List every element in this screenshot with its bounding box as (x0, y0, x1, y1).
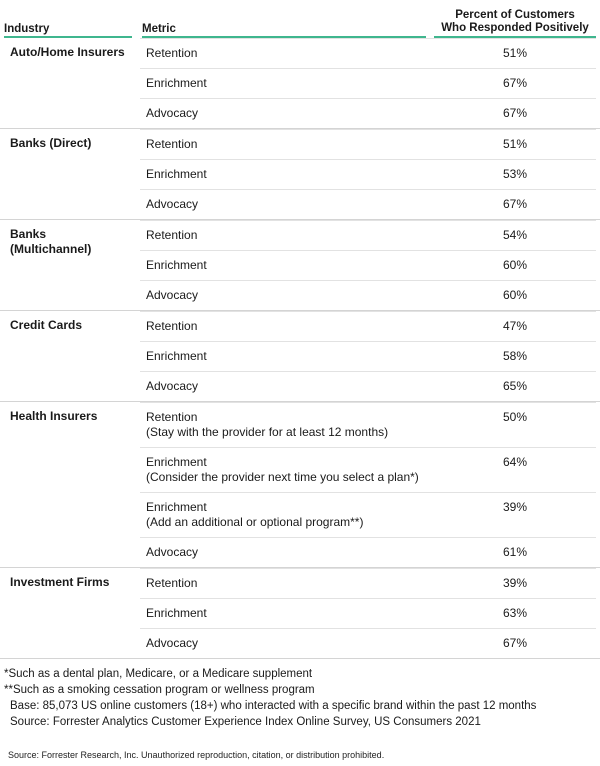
metric-cell (146, 349, 207, 364)
metric-cell (146, 288, 198, 303)
percent-value: 39% (502, 500, 528, 514)
metric-cell (146, 258, 207, 273)
industry-label: Banks (Direct) (10, 136, 92, 150)
metric-cell (146, 410, 388, 440)
metric-name: Advocacy (146, 545, 199, 559)
metric-cell (146, 606, 207, 621)
header-metric (142, 0, 426, 38)
metric-cell (146, 636, 198, 651)
metric-cell (146, 76, 207, 91)
metric-name: Enrichment (146, 258, 207, 272)
metric-name: Retention (146, 137, 198, 151)
industry-label-line2: (Multichannel) (10, 242, 92, 256)
metric-name: Advocacy (146, 197, 199, 211)
table-row (140, 568, 596, 598)
metric-name: Retention (146, 228, 198, 242)
metric-description: (Add an additional or optional program**) (146, 515, 364, 529)
industry-label (10, 227, 135, 257)
metric-name: Retention (146, 319, 198, 333)
table-row (140, 68, 596, 98)
percent-value: 67% (502, 197, 528, 211)
table-row (140, 280, 596, 310)
table-row (140, 628, 596, 658)
table-row (140, 341, 596, 371)
percent-value: 51% (502, 46, 528, 60)
copyright-source: Source: Forrester Research, Inc. Unauthorized reproduction, citation, or distribution prohibited. (8, 750, 385, 760)
metric-cell (146, 576, 197, 591)
percent-value: 61% (502, 545, 528, 559)
base-note: Base: 85,073 US online customers (18+) who interacted with a specific brand within the past 12 months (10, 700, 537, 712)
header-percent-line2: Who Responded Positively (441, 22, 589, 34)
percent-value: 60% (502, 258, 528, 272)
metric-name: Enrichment (146, 500, 207, 514)
table-row (140, 371, 596, 401)
metric-name: Advocacy (146, 288, 199, 302)
metric-cell (146, 46, 197, 61)
industry-label: Auto/Home Insurers (10, 45, 125, 59)
metric-name: Enrichment (146, 76, 207, 90)
table-row (140, 189, 596, 219)
industry-label: Investment Firms (10, 575, 110, 589)
header-percent-label (434, 9, 596, 35)
metric-name: Enrichment (146, 167, 207, 181)
metric-name: Enrichment (146, 349, 207, 363)
header-percent (434, 0, 596, 38)
percent-value: 67% (502, 106, 528, 120)
industry-label: Credit Cards (10, 318, 83, 332)
table-row (140, 598, 596, 628)
percent-value: 60% (502, 288, 528, 302)
metric-cell (146, 455, 419, 485)
metric-cell (146, 106, 198, 121)
industry-group (0, 311, 600, 402)
table-row (140, 311, 596, 341)
table-row (140, 159, 596, 189)
industry-group (0, 402, 600, 568)
header-industry-label: Industry (4, 23, 50, 35)
metric-cell (146, 545, 198, 560)
data-table (0, 38, 600, 659)
percent-value: 50% (502, 410, 528, 424)
table-row (140, 129, 596, 159)
industry-label: Health Insurers (10, 409, 98, 423)
metric-name: Retention (146, 576, 198, 590)
percent-value: 65% (502, 379, 528, 393)
percent-value: 54% (502, 228, 528, 242)
percent-value: 58% (502, 349, 528, 363)
percent-value: 47% (502, 319, 528, 333)
industry-group (0, 220, 600, 311)
percent-value: 39% (502, 576, 528, 590)
header-percent-line1: Percent of Customers (455, 9, 575, 21)
table-row (140, 402, 596, 447)
percent-value: 67% (502, 76, 528, 90)
table-row (140, 220, 596, 250)
industry-group (0, 568, 600, 659)
metric-description: (Consider the provider next time you select a plan*) (146, 470, 419, 484)
metric-name: Retention (146, 410, 198, 424)
metric-name: Advocacy (146, 379, 199, 393)
metric-cell (146, 228, 197, 243)
metric-name: Retention (146, 46, 198, 60)
table-row (140, 98, 596, 128)
table-row (140, 537, 596, 567)
metric-name: Enrichment (146, 455, 207, 469)
metric-description: (Stay with the provider for at least 12 months) (146, 425, 389, 439)
metric-cell (146, 167, 207, 182)
industry-label-line1: Banks (10, 227, 47, 241)
industry-group (0, 38, 600, 129)
footnote-dental: *Such as a dental plan, Medicare, or a Medicare supplement (4, 668, 313, 680)
footnote-smoking: **Such as a smoking cessation program or wellness program (4, 684, 315, 696)
percent-value: 51% (502, 137, 528, 151)
header-industry (4, 0, 132, 38)
metric-name: Enrichment (146, 606, 207, 620)
footnotes (4, 666, 594, 730)
metric-cell (146, 197, 198, 212)
table-row (140, 250, 596, 280)
percent-value: 64% (502, 455, 528, 469)
metric-cell (146, 319, 197, 334)
metric-name: Advocacy (146, 106, 199, 120)
table-row (140, 447, 596, 492)
metric-cell (146, 500, 363, 530)
metric-cell (146, 379, 198, 394)
survey-source-note: Source: Forrester Analytics Customer Experience Index Online Survey, US Consumers 2021 (10, 716, 481, 728)
table-row (140, 38, 596, 68)
table-row (140, 492, 596, 537)
metric-cell (146, 137, 197, 152)
header-metric-label: Metric (142, 23, 176, 35)
industry-group (0, 129, 600, 220)
percent-value: 53% (502, 167, 528, 181)
percent-value: 63% (502, 606, 528, 620)
metric-name: Advocacy (146, 636, 199, 650)
percent-value: 67% (502, 636, 528, 650)
